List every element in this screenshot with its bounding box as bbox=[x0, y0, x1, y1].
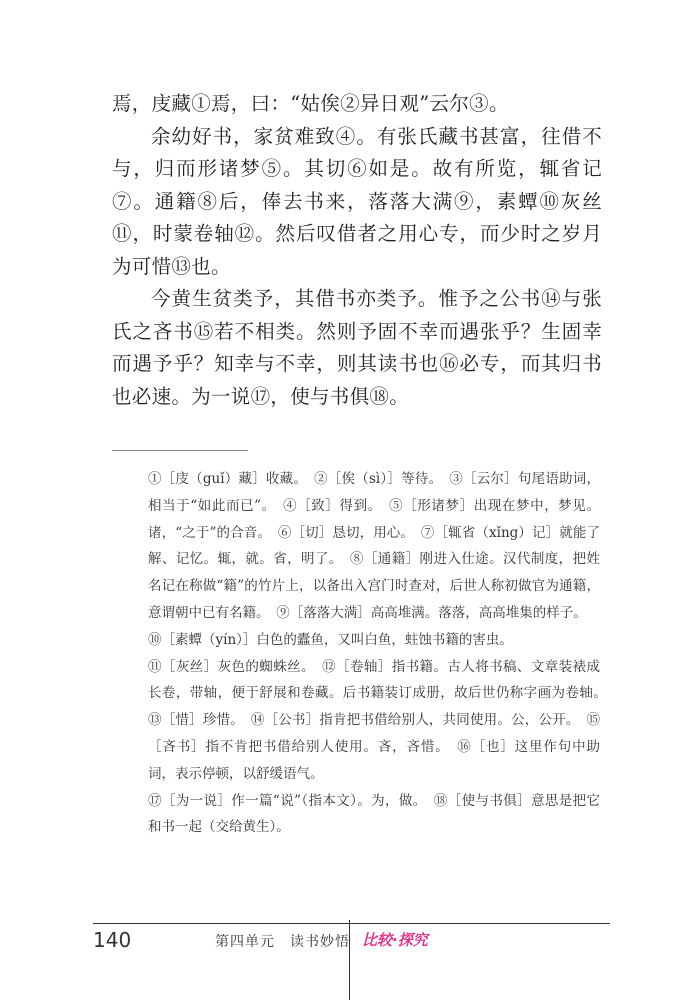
footnote-divider bbox=[112, 450, 248, 451]
main-paragraph-3: 今黄生贫类予，其借书亦类予。惟予之公书⑭与张氏之吝书⑮若不相类。然则予固不幸而遇张乎？生固幸而遇予乎？知幸与不幸，则其读书也⑯必专，而其归书也必速。为一说⑰，使与书俱⑱。 bbox=[112, 287, 602, 408]
footnotes bbox=[148, 466, 614, 841]
main-text bbox=[112, 88, 602, 413]
section-title: 比较·探究 bbox=[362, 931, 428, 949]
unit-title: 第四单元 读书妙悟 bbox=[215, 934, 350, 950]
footnote-block-2: ⑩［素蟫（yín）］白色的蠹鱼，又叫白鱼，蛀蚀书籍的害虫。 bbox=[148, 631, 513, 648]
main-paragraph-2: 余幼好书，家贫难致④。有张氏藏书甚富，往借不与，归而形诸梦⑤。其切⑥如是。故有所览，辄省记⑦。通籍⑧后，俸去书来，落落大满⑨，素蟫⑩灰丝⑪，时蒙卷轴⑫。然后叹借者之用心专，而少时之岁月为可惜⑬也。 bbox=[112, 124, 602, 278]
footer-rule bbox=[93, 923, 610, 924]
page-number: 140 bbox=[93, 928, 132, 952]
footnote-block-4: ⑰［为一说］作一篇“说”（指本文）。为，做。 ⑱［使与书俱］意思是把它和书一起（交给黄生）。 bbox=[148, 792, 600, 836]
main-paragraph-1: 焉，庋藏①焉，曰：“姑俟②异日观”云尔③。 bbox=[112, 92, 509, 115]
footnote-block-3: ⑪［灰丝］灰色的蜘蛛丝。 ⑫［卷轴］指书籍。古人将书稿、文章装裱成长卷，带轴，便于舒展和卷藏。后书籍装订成册，故后世仍称字画为卷轴。 ⑬［惜］珍惜。 ⑭［公书］指肯把书借给别人，共同使用。公，公开。 ⑮［吝书］指不肯把书借给别人使用。吝，吝惜。 ⑯［也］这里作句中助词，表示停顿，以舒缓语气。 bbox=[148, 658, 614, 782]
footnote-block-1: ①［庋（guǐ）藏］收藏。 ②［俟（sì）］等待。 ③［云尔］句尾语助词，相当于“如此而已”。 ④［致］得到。 ⑤［形诸梦］出现在梦中，梦见。诸，“之于”的合音。 ⑥［切］恳切，用心。 ⑦［辄省（xǐng）记］就能了解、记忆。辄，就。省，明了。 ⑧［通籍］刚进入仕途。汉代制度，把姓名记在称做“籍”的竹片上，以备出入宫门时查对，后世人称初做官为通籍，意谓朝中已有名籍。 ⑨［落落大满］高高堆满。落落，高高堆集的样子。 bbox=[148, 471, 600, 621]
